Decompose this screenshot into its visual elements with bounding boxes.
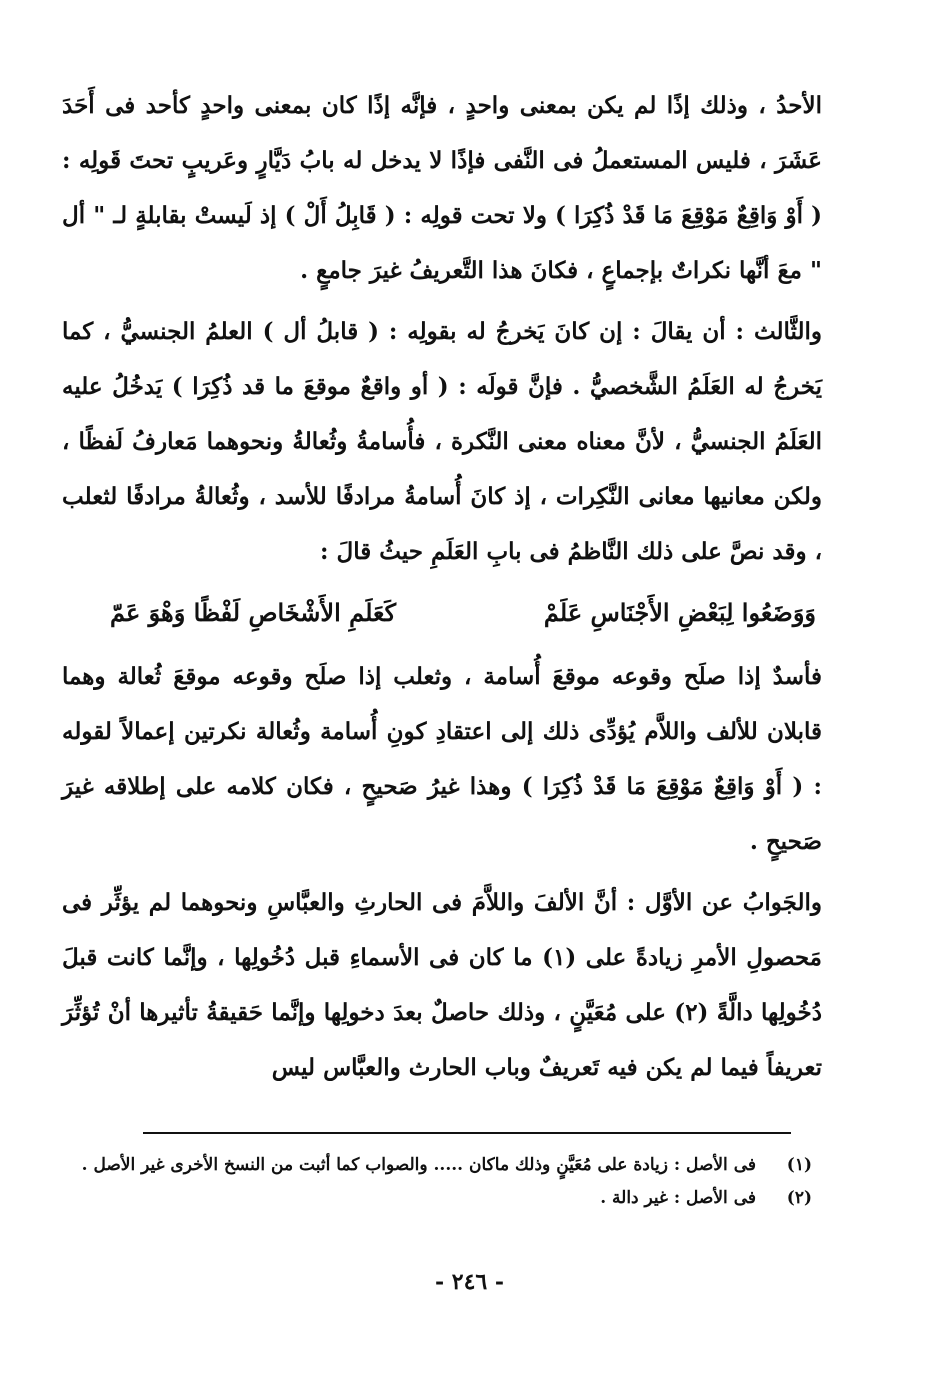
- verse-hemistich-left: كَعَلَمِ الأَشْخَاصِ لَفْظًا وَهْوَ عَمّ: [110, 598, 397, 627]
- footnote-2-text: فى الأصل : غير دالة .: [600, 1188, 756, 1208]
- verse-hemistich-right: وَوَضَعُوا لِبَعْضِ الأَجْنَاسِ عَلَمْ: [543, 598, 816, 627]
- page-body: [62, 78, 822, 1101]
- paragraph-3: فأسدٌ إذا صلَح وقوعه موقعَ أُسامة ، وثعلب إذا صلَح وقوعه موقعَ ثُعالة وهما قابلان للألف واللاَّم يُؤدِّى ذلك إلى اعتقادِ كونِ أُسامة وثُعالة نكرتين إعمالاً لقوله : ( أَوْ وَاقِعٌ مَوْقِعَ مَا قَدْ ذُكِرَا ) وهذا غيرُ صَحيحٍ ، فكان كلامه على إطلاقه غيرَ صَحيحٍ .: [62, 663, 822, 855]
- footnote-1-number: (١): [786, 1155, 812, 1175]
- footnote-1-text: فى الأصل : زيادة على مُعَيَّنٍ وذلك ماكان ..... والصواب كما أثبت من النسخ الأخرى غير الأصل .: [81, 1155, 756, 1175]
- footnote-2: [62, 1183, 822, 1214]
- poetry-verse: [110, 585, 816, 641]
- footnotes: [62, 1150, 822, 1216]
- footnote-2-number: (٢): [786, 1188, 812, 1208]
- footnote-divider: [143, 1132, 791, 1134]
- paragraph-4: والجَوابُ عن الأوَّل : أنَّ الألفَ واللاَّمَ فى الحارثِ والعبَّاسِ ونحوهما لم يؤثِّر فى مَحصولِ الأمرِ زيادةً على (١) ما كان فى الأسماءِ قبل دُخُولِها ، وإنَّما كانت قبلَ دُخُولِها دالَّةً (٢) على مُعَيَّنٍ ، وذلك حاصلٌ بعدَ دخولِها وإنَّما حَقيقةُ تأثيرها أنْ تُؤثِّرَ تعريفاً فيما لم يكن فيه تَعريفٌ وباب الحارث والعبَّاس ليس: [62, 889, 823, 1081]
- paragraph-1: الأحدُ ، وذلك إذًا لم يكن بمعنى واحدٍ ، فإنَّه إذًا كان بمعنى واحدٍ كأحد فى أَحَدَ عَشَرَ ، فليس المستعملُ فى النَّفى فإذًا لا يدخل له بابُ دَيَّارٍ وعَريبٍ تحتَ قَولِه : ( أَوْ وَاقِعٌ مَوْقِعَ مَا قَدْ ذُكِرَا ) ولا تحت قولِه : ( قَابِلُ أَلْ ) إذ لَيستْ بقابلةٍ لـ " أل " معَ أنَّها نكراتٌ بإجماعٍ ، فكانَ هذا التَّعريفُ غيرَ جامعٍ .: [62, 92, 822, 284]
- paragraph-2: والثَّالث : أن يقالَ : إن كانَ يَخرجُ له بقولِه : ( قابلُ أل ) العلمُ الجنسيُّ ، كما يَخرجُ له العَلَمُ الشَّخصيُّ . فإنَّ قولَه : ( أو واقعٌ موقعَ ما قد ذُكِرَا ) يَدخُلُ عليه العَلَمُ الجنسيُّ ، لأنَّ معناه معنى النَّكرة ، فأُسامةُ وثُعالةُ ونحوهما مَعارفُ لَفظًا ، ولكن معانيها معانى النَّكِرات ، إذ كانَ أُسامةُ مرادفًا للأسد ، وثُعالةُ مرادفًا لثعلب ، وقد نصَّ على ذلك النَّاظمُ فى بابِ العَلَمِ حيثُ قالَ :: [62, 318, 822, 565]
- page-number: - ٢٤٦ -: [434, 1269, 505, 1295]
- footnote-1: [62, 1150, 822, 1181]
